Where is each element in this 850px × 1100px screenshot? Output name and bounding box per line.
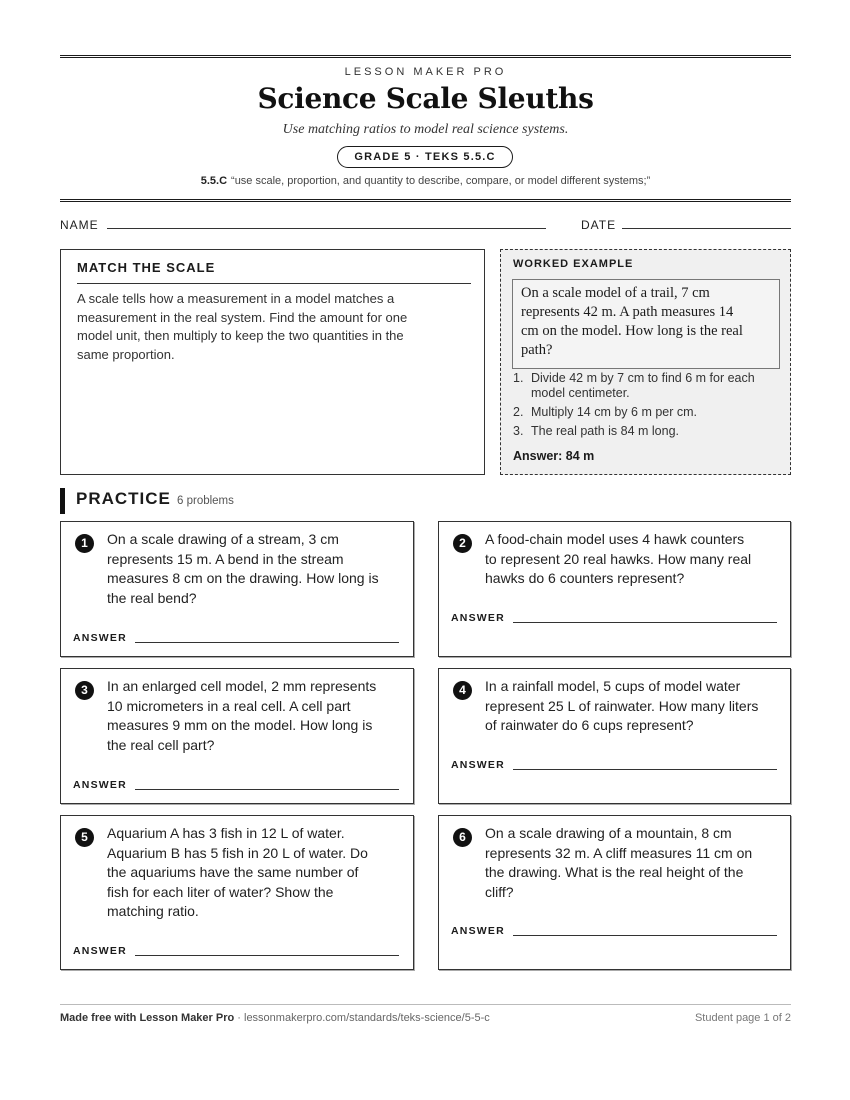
worked-example-answer: Answer: 84 m [513,449,595,463]
grade-badge: GRADE 5 · TEKS 5.5.C [337,146,513,168]
problem-number-badge: 6 [453,828,472,847]
problem-line: the drawing. What is the real height of the [485,864,744,880]
step-text: Divide 42 m by 7 cm to find 6 m for each [531,371,755,385]
step-number: 2. [513,405,524,419]
standard-statement [60,175,791,187]
problem-line: On a scale drawing of a mountain, 8 cm [485,825,732,841]
date-label: DATE [581,218,617,232]
problem-text [485,530,785,589]
problem-line: cm on the model. How long is the real [521,323,743,339]
problem-line: 10 micrometers in a real cell. A cell part [107,697,351,714]
problem-line: the real cell part? [107,736,215,753]
answer-field-1[interactable] [135,642,399,643]
problem-line: Aquarium B has 5 fish in 20 L of water. Do [107,844,368,861]
worked-step [513,424,783,439]
problem-line: represents 42 m. A path measures 14 [521,304,734,320]
answer-field-2[interactable] [513,622,777,623]
problem-line: Aquarium A has 3 fish in 12 L of water. [107,825,345,841]
footer-made-with: Made free with Lesson Maker Pro [60,1012,235,1024]
problem-number-badge: 5 [75,828,94,847]
answer-label: ANSWER [451,612,505,624]
answer-field-3[interactable] [135,789,399,790]
brand-name: LESSON MAKER PRO [344,66,507,78]
answer-label: ANSWER [73,632,127,644]
problem-line: to represent 20 real hawks. How many real [485,550,752,567]
problem-line: On a scale model of a trail, 7 cm [521,285,710,301]
problem-line: cliff? [485,883,514,900]
standard-text: “use scale, proportion, and quantity to describe, compare, or model different systems;” [231,175,651,187]
problem-line: of rainwater do 6 cups represent? [485,717,694,733]
worked-example-heading: WORKED EXAMPLE [513,258,634,270]
problem-text [485,824,785,902]
footer-link[interactable]: · lessonmakerpro.com/standards/teks-science/5-5-c [234,1012,490,1024]
problem-number-badge: 1 [75,534,94,553]
problem-line: A food-chain model uses 4 hawk counters [485,531,745,547]
step-number: 3. [513,424,524,438]
footer-credit [60,1012,490,1024]
problem-line: represent 25 L of rainwater. How many liters [485,697,759,714]
answer-label: ANSWER [451,759,505,771]
footer-page-label: Student page 1 of 2 [694,1012,791,1024]
answer-field-6[interactable] [513,935,777,936]
step-text: Multiply 14 cm by 6 m per cm. [531,405,698,419]
answer-field-5[interactable] [135,955,399,956]
answer-label: ANSWER [73,945,127,957]
problem-text [107,530,407,608]
practice-accent-bar [60,488,65,514]
problem-number-badge: 4 [453,681,472,700]
problem-card-4 [438,668,791,804]
problem-line: path? [521,342,553,358]
problem-line: On a scale drawing of a stream, 3 cm [107,531,339,547]
worked-step [513,405,783,420]
intro-line: measurement in the real system. Find the amount for one [77,309,408,325]
problem-card-1 [60,521,414,657]
problem-card-6 [438,815,791,970]
answer-field-4[interactable] [513,769,777,770]
intro-divider [77,283,471,284]
standard-code: 5.5.C [200,175,228,187]
problem-line: the aquariums have the same number of [107,864,359,880]
intro-panel [60,249,485,475]
problem-card-2 [438,521,791,657]
page-subtitle: Use matching ratios to model real science systems. [282,122,569,137]
problem-line: fish for each liter of water? Show the [107,883,334,900]
answer-label: ANSWER [451,925,505,937]
problem-line: In a rainfall model, 5 cups of model water [485,678,741,694]
step-text: The real path is 84 m long. [531,424,679,438]
date-field[interactable] [622,228,791,229]
problem-line: In an enlarged cell model, 2 mm represents [107,678,377,694]
name-label: NAME [60,218,99,232]
top-double-rule [60,55,791,58]
problem-line: measures 9 mm on the model. How long is [107,717,373,733]
intro-line: same proportion. [77,346,175,362]
problem-number-badge: 3 [75,681,94,700]
step-text: model centimeter. [531,386,630,400]
problem-text [107,677,407,755]
answer-label: ANSWER [73,779,127,791]
intro-text [77,290,469,364]
page-title: Science Scale Sleuths [257,82,594,115]
header-bottom-double-rule [60,199,791,202]
practice-heading: PRACTICE [76,489,171,508]
worksheet-page [60,0,791,1100]
intro-heading: MATCH THE SCALE [77,260,216,275]
problem-line: represents 15 m. A bend in the stream [107,550,344,567]
step-number: 1. [513,371,524,385]
problem-line: matching ratio. [107,903,199,919]
worked-example-steps [513,371,783,443]
worked-step [513,371,783,401]
practice-count: 6 problems [177,495,234,507]
problem-card-5 [60,815,414,970]
intro-line: A scale tells how a measurement in a model matches a [77,291,395,306]
footer-divider [60,1004,791,1005]
problem-number-badge: 2 [453,534,472,553]
problem-text [107,824,407,922]
intro-line: model unit, then multiply to keep the two quantities in the [77,328,404,343]
worked-example-panel [500,249,791,475]
problem-text [485,677,785,736]
problem-line: the real bend? [107,589,197,606]
problem-line: measures 8 cm on the drawing. How long is [107,570,379,586]
problem-line: represents 32 m. A cliff measures 11 cm on [485,844,753,861]
worked-example-problem [512,279,780,369]
problem-line: hawks do 6 counters represent? [485,570,685,586]
name-field[interactable] [107,228,546,229]
problem-card-3 [60,668,414,804]
